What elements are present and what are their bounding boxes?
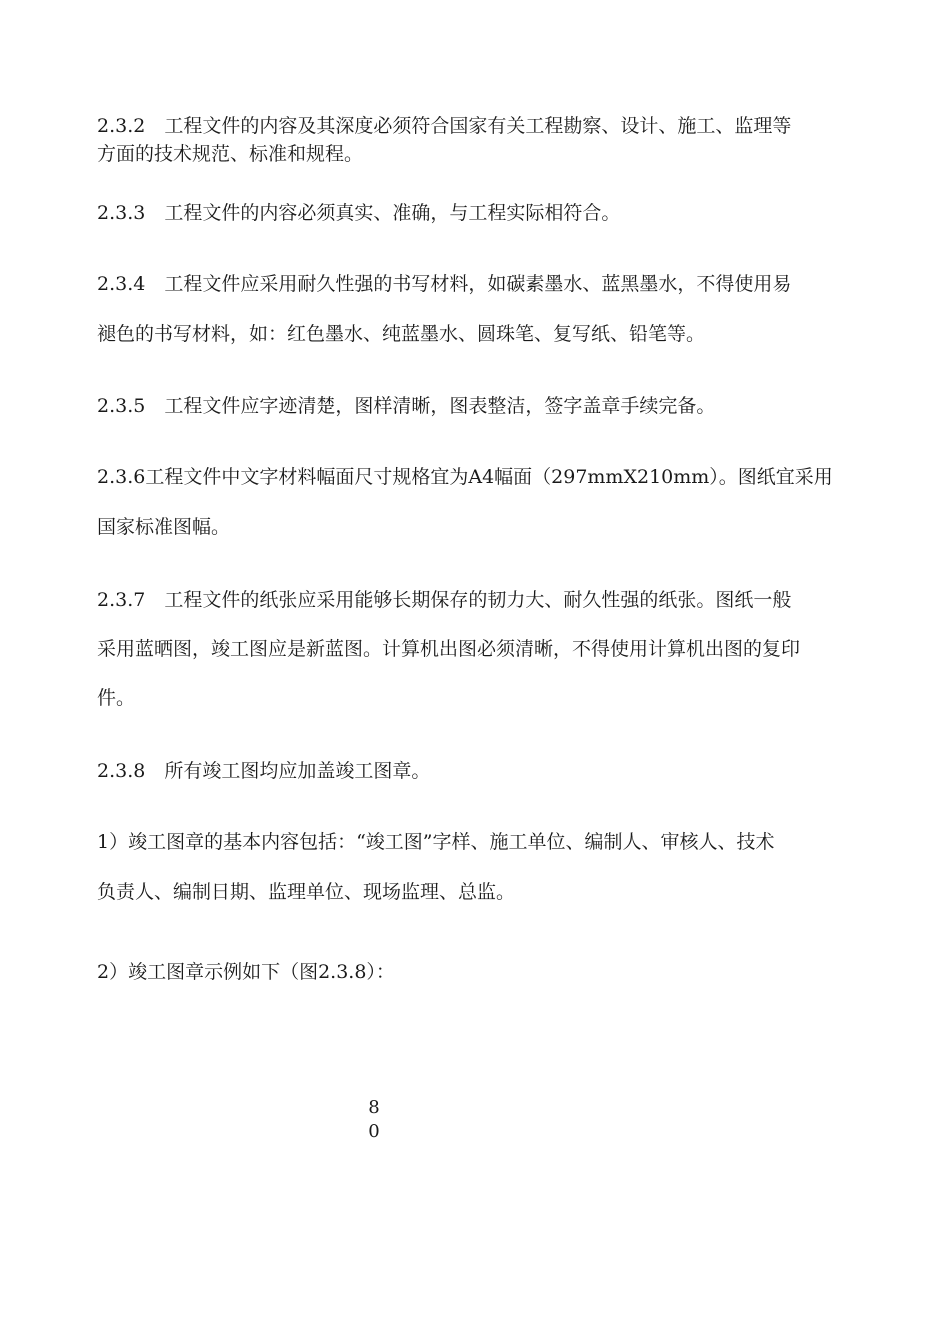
text-line: 件。 bbox=[97, 687, 136, 709]
text-line: 2.3.6工程文件中文字材料幅面尺寸规格宜为A4幅面（297mmX210mm）。图纸宜采用 bbox=[97, 466, 833, 488]
page-number-digit: 8 bbox=[368, 1097, 380, 1118]
text-line: 国家标准图幅。 bbox=[97, 516, 231, 538]
page-number-digit: 0 bbox=[368, 1121, 380, 1142]
page-number bbox=[367, 1096, 381, 1144]
text-line: 采用蓝晒图，竣工图应是新蓝图。计算机出图必须清晰，不得使用计算机出图的复印 bbox=[97, 638, 801, 660]
text-line: 2.3.3 工程文件的内容必须真实、准确，与工程实际相符合。 bbox=[97, 202, 621, 224]
text-line: 负责人、编制日期、监理单位、现场监理、总监。 bbox=[97, 881, 516, 903]
text-line: 2.3.8 所有竣工图均应加盖竣工图章。 bbox=[97, 760, 431, 782]
text-line: 1）竣工图章的基本内容包括：“竣工图”字样、施工单位、编制人、审核人、技术 bbox=[97, 831, 775, 853]
text-line: 2.3.4 工程文件应采用耐久性强的书写材料，如碳素墨水、蓝黑墨水，不得使用易 bbox=[97, 273, 792, 295]
text-line: 2.3.2 工程文件的内容及其深度必须符合国家有关工程勘察、设计、施工、监理等 bbox=[97, 115, 792, 137]
text-line: 褪色的书写材料，如：红色墨水、纯蓝墨水、圆珠笔、复写纸、铅笔等。 bbox=[97, 323, 706, 345]
text-line: 2.3.7 工程文件的纸张应采用能够长期保存的韧力大、耐久性强的纸张。图纸一般 bbox=[97, 589, 792, 611]
text-line: 2）竣工图章示例如下（图2.3.8）： bbox=[97, 961, 395, 983]
text-line: 方面的技术规范、标准和规程。 bbox=[97, 143, 364, 165]
text-line: 2.3.5 工程文件应字迹清楚，图样清晰，图表整洁，签字盖章手续完备。 bbox=[97, 395, 716, 417]
